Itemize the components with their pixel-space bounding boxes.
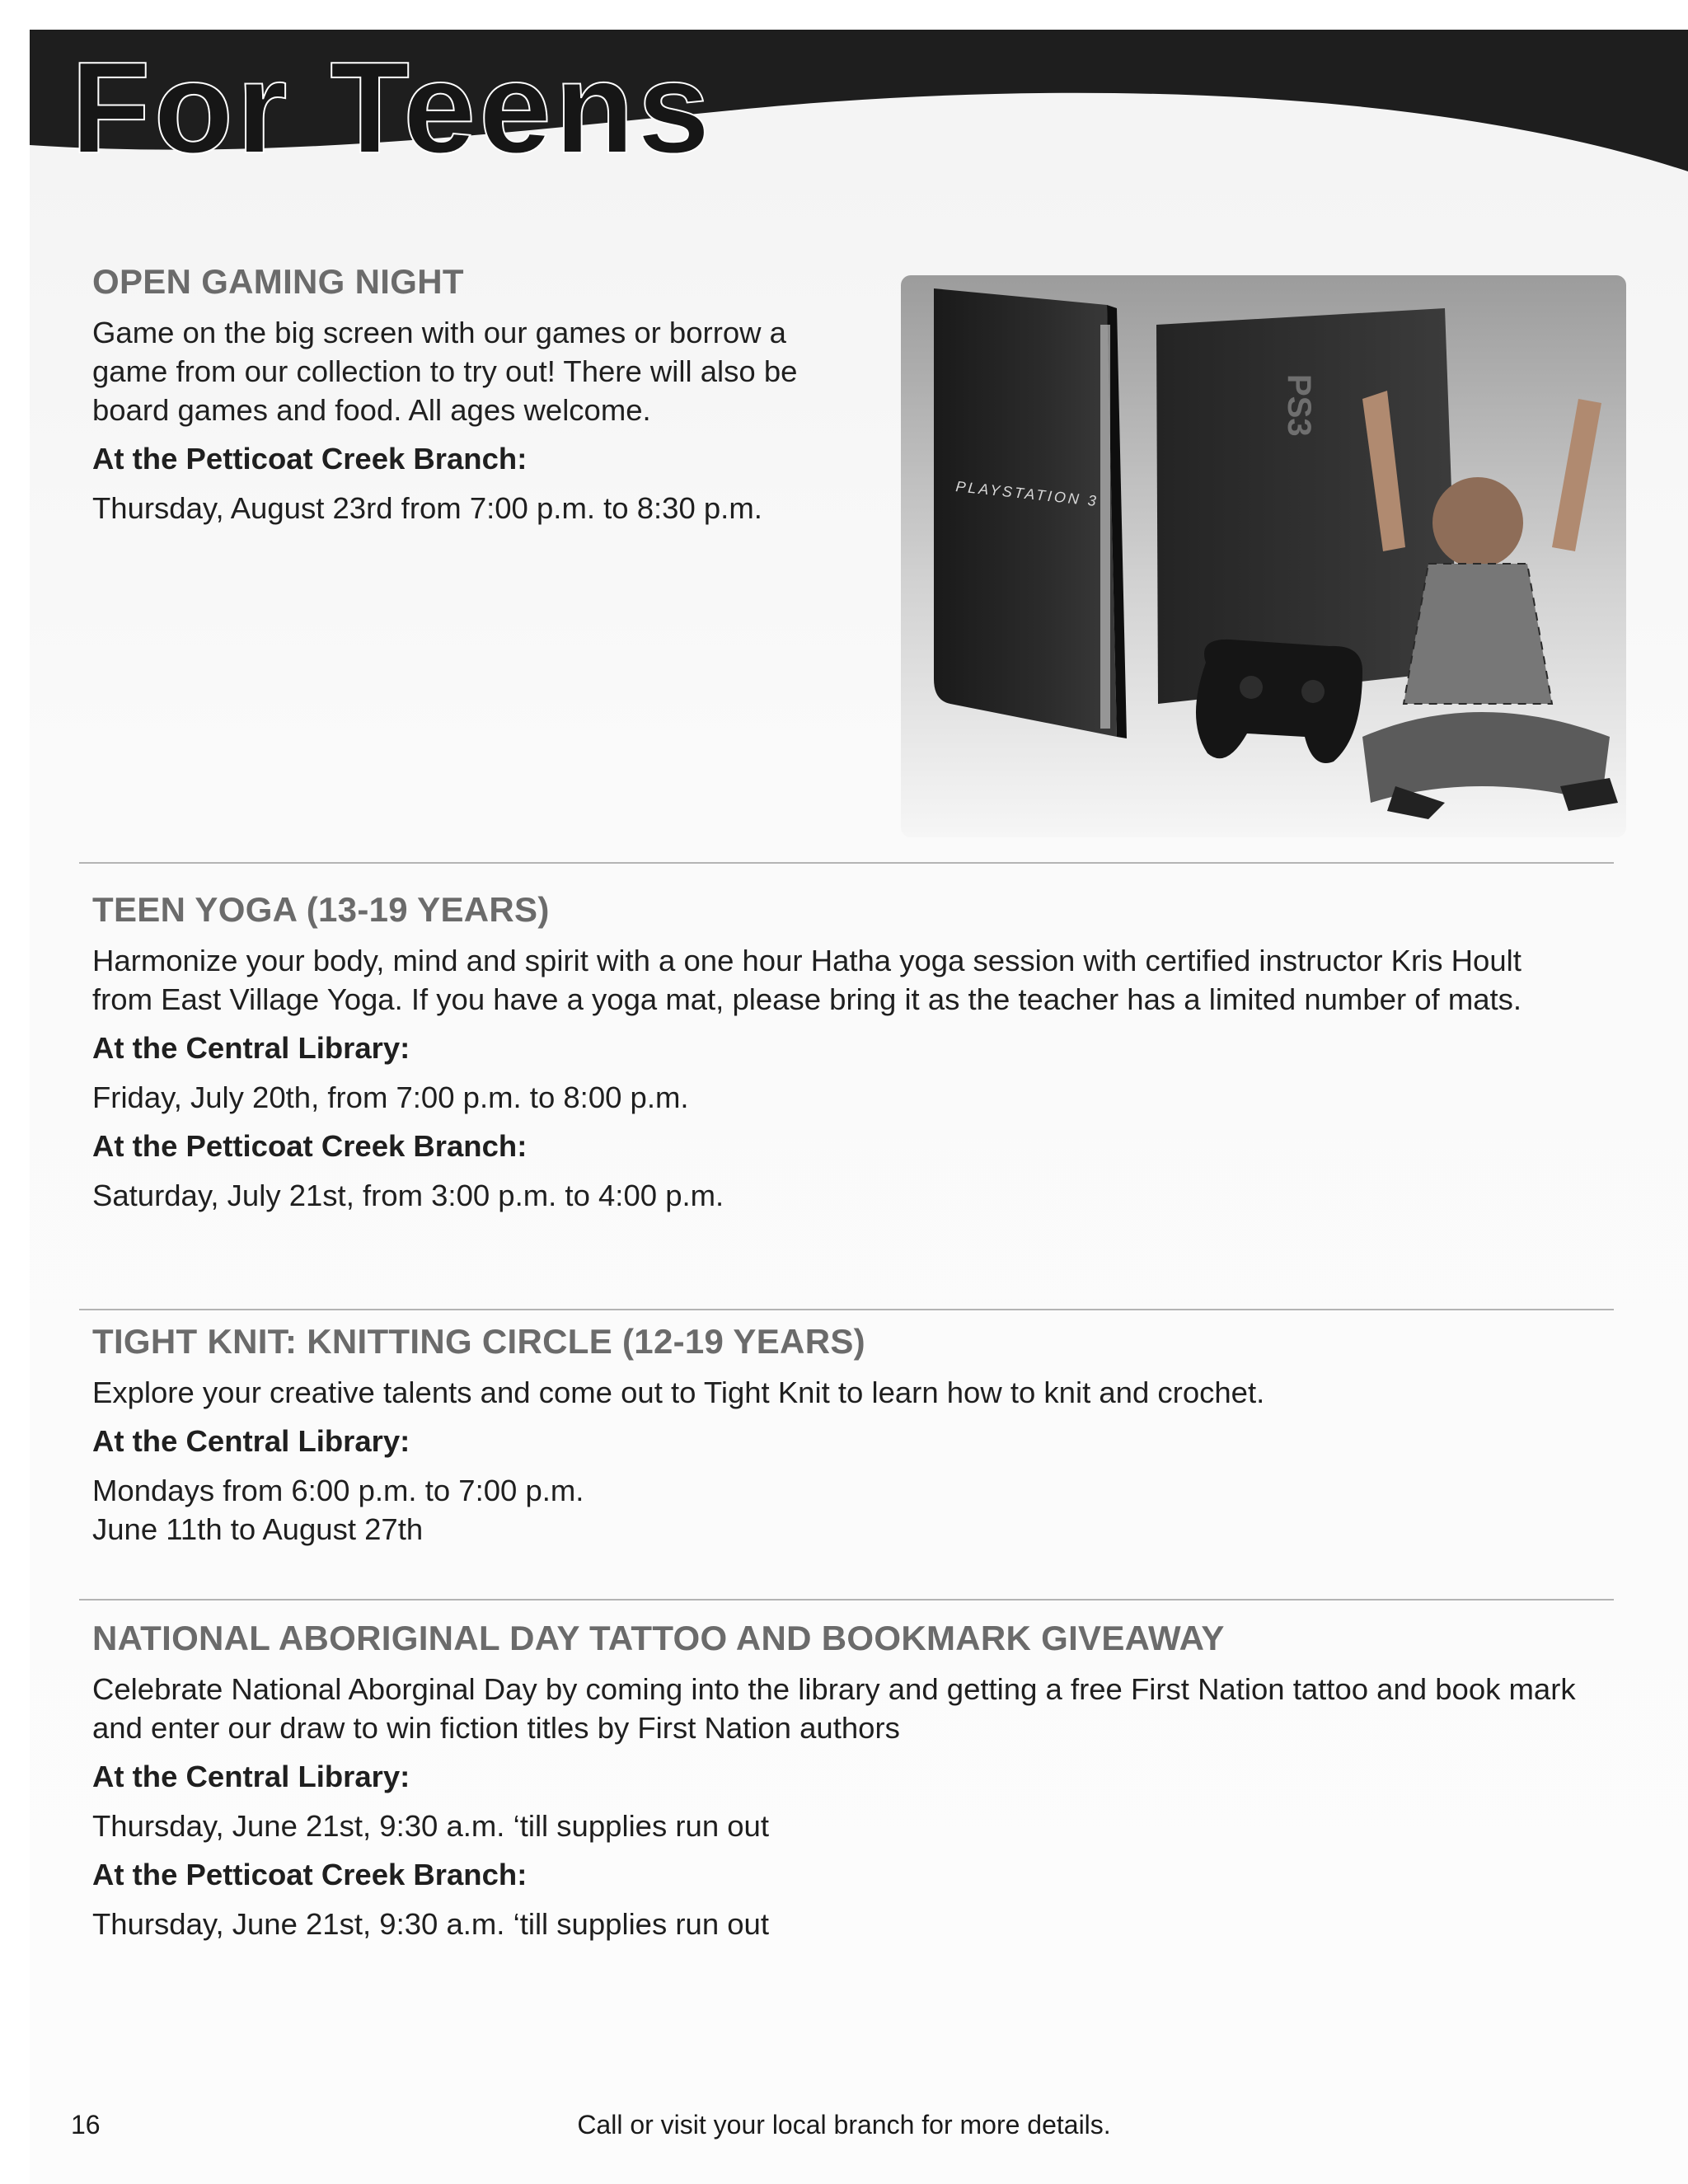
session-location: At the Petticoat Creek Branch: — [92, 1129, 528, 1164]
section-description: Explore your creative talents and come out to Tight Knit to learn how to knit and crochet. — [92, 1376, 1265, 1410]
ps3-console-left — [934, 288, 1127, 738]
session-time: Thursday, June 21st, 9:30 a.m. ‘till supplies run out — [92, 1809, 770, 1844]
console-label: PLAYSTATION 3 — [954, 478, 1100, 510]
section-description: Celebrate National Aborginal Day by coming into the library and getting a free First Nation tattoo and book mark and enter our draw to win fiction titles by First Nation authors — [92, 1672, 1576, 1746]
page-title: For Teens — [71, 35, 714, 180]
section-description: Game on the big screen with our games or borrow a game from our collection to try out! There will also be board games and food. All ages welcome. — [92, 316, 798, 428]
session-location: At the Petticoat Creek Branch: — [92, 442, 528, 476]
session-dates: June 11th to August 27th — [92, 1512, 424, 1547]
session-location: At the Central Library: — [92, 1424, 410, 1459]
session-location: At the Petticoat Creek Branch: — [92, 1858, 528, 1892]
section-aboriginal-day — [92, 1619, 1576, 1943]
session-time: Friday, July 20th, from 7:00 p.m. to 8:00 p.m. — [92, 1080, 689, 1115]
session-time: Saturday, July 21st, from 3:00 p.m. to 4:00 p.m. — [92, 1179, 724, 1213]
session-time: Thursday, June 21st, 9:30 a.m. ‘till supplies run out — [92, 1907, 770, 1942]
footer-note: Call or visit your local branch for more details. — [577, 2110, 1111, 2139]
section-heading: NATIONAL ABORIGINAL DAY TATTOO AND BOOKMARK GIVEAWAY — [92, 1619, 1225, 1657]
section-teen-yoga — [92, 890, 1568, 1215]
section-divider — [79, 1309, 1614, 1310]
section-divider — [79, 1599, 1614, 1601]
session-time: Mondays from 6:00 p.m. to 7:00 p.m. — [92, 1474, 584, 1508]
gaming-photo — [901, 275, 1626, 837]
console-logo: PS3 — [1281, 374, 1317, 437]
page-number: 16 — [71, 2110, 101, 2139]
section-divider — [79, 862, 1614, 864]
section-heading: OPEN GAMING NIGHT — [92, 262, 464, 301]
session-time: Thursday, August 23rd from 7:00 p.m. to 8:30 p.m. — [92, 491, 762, 526]
section-tight-knit — [92, 1322, 1568, 1549]
section-description: Harmonize your body, mind and spirit with a one hour Hatha yoga session with certified instructor Kris Hoult from East Village Yoga. If you have a yoga mat, please bring it as the teacher has a limited number of mats. — [92, 944, 1522, 1017]
section-open-gaming-night — [92, 262, 859, 527]
section-heading: TEEN YOGA (13-19 YEARS) — [92, 890, 550, 929]
session-location: At the Central Library: — [92, 1760, 410, 1794]
section-heading: TIGHT KNIT: KNITTING CIRCLE (12-19 YEARS) — [92, 1322, 865, 1361]
session-location: At the Central Library: — [92, 1031, 410, 1066]
ps3-console-right — [1156, 308, 1458, 704]
